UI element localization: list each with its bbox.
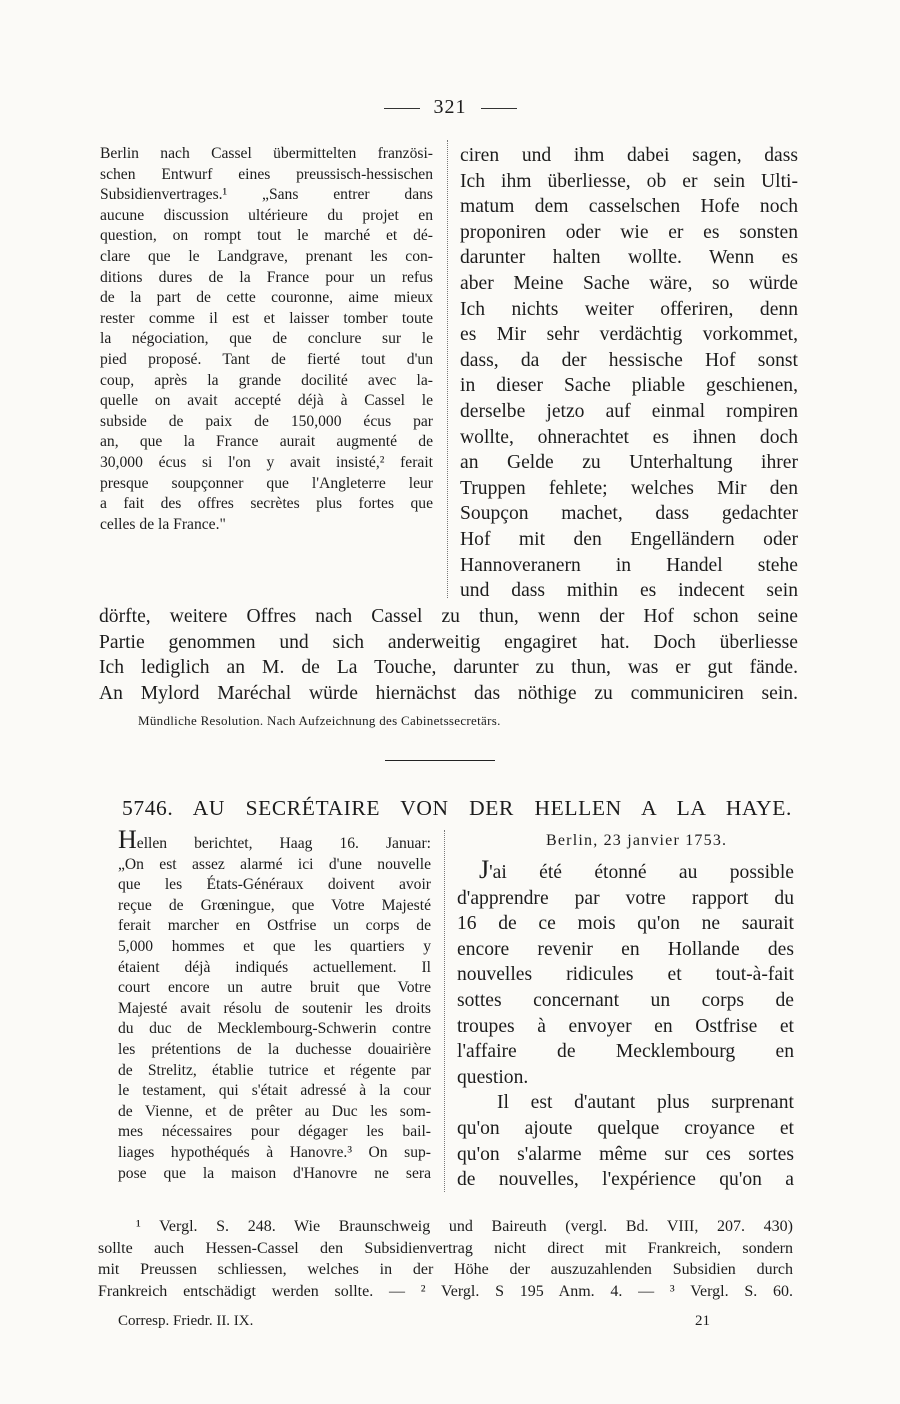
text-line: les prétentions de la duchesse douairière	[118, 1040, 431, 1058]
footnote-line: mit Preussen schliessen, welches in der Höhe der auszuzahlenden Subsidien durch	[98, 1261, 793, 1278]
text-line: ciren und ihm dabei sagen, dass	[460, 145, 798, 166]
text-line: celles de la France."	[100, 515, 226, 533]
column-divider-top	[447, 140, 448, 598]
bottom-right-column	[457, 855, 794, 1193]
text-line: reçue de Grœningue, que Votre Majesté	[118, 896, 431, 914]
text-line: Il est d'autant plus surprenant	[497, 1092, 794, 1114]
text-line: wollte, ohnerachtet es ihnen doch	[460, 426, 798, 448]
text-line: ditions dures de la France pour un refus	[100, 268, 433, 286]
footnote-line: Frankreich entschädigt werden sollte. — ² Vergl. S 195 Anm. 4. — ³ Vergl. S. 60.	[98, 1282, 793, 1300]
bottom-left-column	[118, 825, 431, 1184]
text-line: clare que le Landgrave, prenant les con-	[100, 247, 433, 265]
section-rule	[385, 760, 495, 761]
text-line: aucune discussion ultérieure du projet en	[100, 206, 433, 224]
text-line: in dieser Sache pliable geschienen,	[460, 375, 798, 397]
text-line	[118, 825, 431, 855]
page-header	[0, 96, 900, 119]
text-line: dass, da der hessische Hof sonst	[460, 349, 798, 371]
drop-initial: J	[479, 855, 490, 884]
text-line: court encore un autre bruit que Votre	[118, 979, 431, 997]
text-line: ferait marcher en Ostfrise un corps de	[118, 917, 431, 935]
text-line: encore revenir en Hollande des	[457, 938, 794, 960]
top-right-column	[460, 143, 798, 604]
text-line: pied proposé. Tant de fierté tout d'un	[100, 350, 433, 368]
text-line: de Vienne, et de prêter au Duc les som-	[118, 1102, 431, 1120]
text-line: coup, après la grande docilité avec la-	[100, 371, 433, 389]
document-title: 5746. AU SECRÉTAIRE VON DER HELLEN A LA HAYE.	[122, 796, 792, 820]
full-width-text	[99, 604, 798, 706]
text-line: de la part de cette couronne, aime mieux	[100, 289, 433, 307]
dateline: Berlin, 23 janvier 1753.	[546, 832, 728, 849]
footnote-line: sollte auch Hessen-Cassel den Subsidienvertrag nicht direct mit Frankreich, sondern	[98, 1239, 793, 1257]
header-rule-right	[481, 108, 517, 109]
column-divider-bottom	[444, 830, 445, 1192]
text-line: sottes concernant un corps de	[457, 989, 794, 1011]
text-line: Subsidienvertrages.¹ „Sans entrer dans	[100, 186, 433, 204]
text-line	[457, 855, 794, 886]
text-line: de Strelitz, établie tutrice et régente par	[118, 1061, 431, 1079]
text-line: 5,000 hommes et que les quartiers y	[118, 937, 431, 955]
drop-initial: H	[118, 825, 137, 854]
text-line: 30,000 écus si l'on y avait insisté,² ferait	[100, 453, 433, 471]
resolution-note: Mündliche Resolution. Nach Aufzeichnung des Cabinetssecretärs.	[138, 713, 501, 728]
page-number: 321	[433, 96, 467, 118]
text-line: liages hypothéqués à Hanovre.³ On sup-	[118, 1143, 431, 1161]
text-line: question, on rompt tout le marché et dé-	[100, 227, 433, 245]
first-line-rest: ellen berichtet, Haag 16. Januar:	[136, 835, 431, 852]
text-line: Berlin nach Cassel übermittelten französi-	[100, 145, 433, 162]
text-line: Partie genommen und sich anderweitig engagiret hat. Doch überliesse	[99, 631, 798, 653]
page-footer	[118, 1313, 710, 1330]
first-line-rest: 'ai été étonné au possible	[489, 862, 794, 883]
text-line: quelle on avait accepté déjà à Cassel le	[100, 392, 433, 410]
text-line: derselbe jetzo auf einmal rompiren	[460, 400, 798, 422]
text-line: rester comme il est et laisser tomber toute	[100, 309, 433, 327]
text-line: und dass mithin es indecent sein	[460, 580, 798, 602]
text-line: question.	[457, 1066, 529, 1088]
text-line: an Gelde zu Unterhaltung ihrer	[460, 452, 798, 474]
text-line: Ich nichts weiter offeriren, denn	[460, 298, 798, 320]
text-line: de nouvelles, l'expérience qu'on a	[457, 1169, 794, 1191]
text-line: le testament, qui s'était adressé à la cour	[118, 1082, 431, 1100]
text-line: Ich ihm überliesse, ob er sein Ulti-	[460, 170, 798, 192]
text-line: Soupçon machet, dass gedachter	[460, 503, 798, 525]
text-line: matum dem casselschen Hofe noch	[460, 196, 798, 218]
header-rule-left	[384, 108, 420, 109]
text-line: presque soupçonner que l'Angleterre leur	[100, 474, 433, 492]
top-left-column	[100, 144, 433, 535]
text-line: du duc de Mecklembourg-Schwerin contre	[118, 1020, 431, 1038]
text-line: es Mir sehr verdächtig vorkommet,	[460, 324, 798, 346]
text-line: An Mylord Maréchal würde hiernächst das nöthige zu communiciren sein.	[99, 682, 798, 704]
text-line: a fait des offres secrètes plus fortes que	[100, 495, 433, 513]
text-line: nouvelles ridicules et tout-à-fait	[457, 964, 794, 986]
footnotes	[98, 1216, 793, 1302]
source-line: Corresp. Friedr. II. IX.	[118, 1313, 254, 1329]
text-line: la négociation, que de conclure sur le	[100, 330, 433, 348]
text-line: dörfte, weitere Offres nach Cassel zu thun, wenn der Hof schon seine	[99, 606, 798, 627]
text-line: pose que la maison d'Hanovre ne sera	[118, 1164, 431, 1182]
text-line: Ich lediglich an M. de La Touche, darunter zu thun, was er gut fände.	[99, 657, 798, 679]
text-line: d'apprendre par votre rapport du	[457, 887, 794, 909]
text-line: Truppen fehlete; welches Mir den	[460, 477, 798, 499]
text-line: proponiren oder wie er es sonsten	[460, 221, 798, 243]
footnote-line: ¹ Vergl. S. 248. Wie Braunschweig und Baireuth (vergl. Bd. VIII, 207. 430)	[136, 1218, 793, 1235]
text-line: l'affaire de Mecklembourg en	[457, 1041, 794, 1063]
text-line: 16 de ce mois qu'on ne saurait	[457, 913, 794, 935]
text-line: étaient déjà indiqués actuellement. Il	[118, 958, 431, 976]
text-line: schen Entwurf eines preussisch-hessischen	[100, 165, 433, 183]
text-line: mes nécessaires pour dégager les bail-	[118, 1123, 431, 1141]
text-line: Hof mit den Engelländern oder	[460, 528, 798, 550]
text-line: qu'on ajoute quelque croyance et	[457, 1117, 794, 1139]
text-line: darunter halten wollte. Wenn es	[460, 247, 798, 269]
text-line: troupes à envoyer en Ostfrise et	[457, 1015, 794, 1037]
text-line: Majesté avait résolu de soutenir les droits	[118, 999, 431, 1017]
text-line: an, que la France aurait augmenté de	[100, 433, 433, 451]
text-line: subside de paix de 150,000 écus par	[100, 412, 433, 430]
text-line: que les États-Généraux doivent avoir	[118, 876, 431, 894]
text-line: „On est assez alarmé ici d'une nouvelle	[118, 855, 431, 873]
text-line: Hannoveranern in Handel stehe	[460, 554, 798, 576]
signature-mark: 21	[695, 1313, 710, 1329]
text-line: qu'on s'alarme même sur ces sortes	[457, 1143, 794, 1165]
text-line: aber Meine Sache wäre, so würde	[460, 272, 798, 294]
